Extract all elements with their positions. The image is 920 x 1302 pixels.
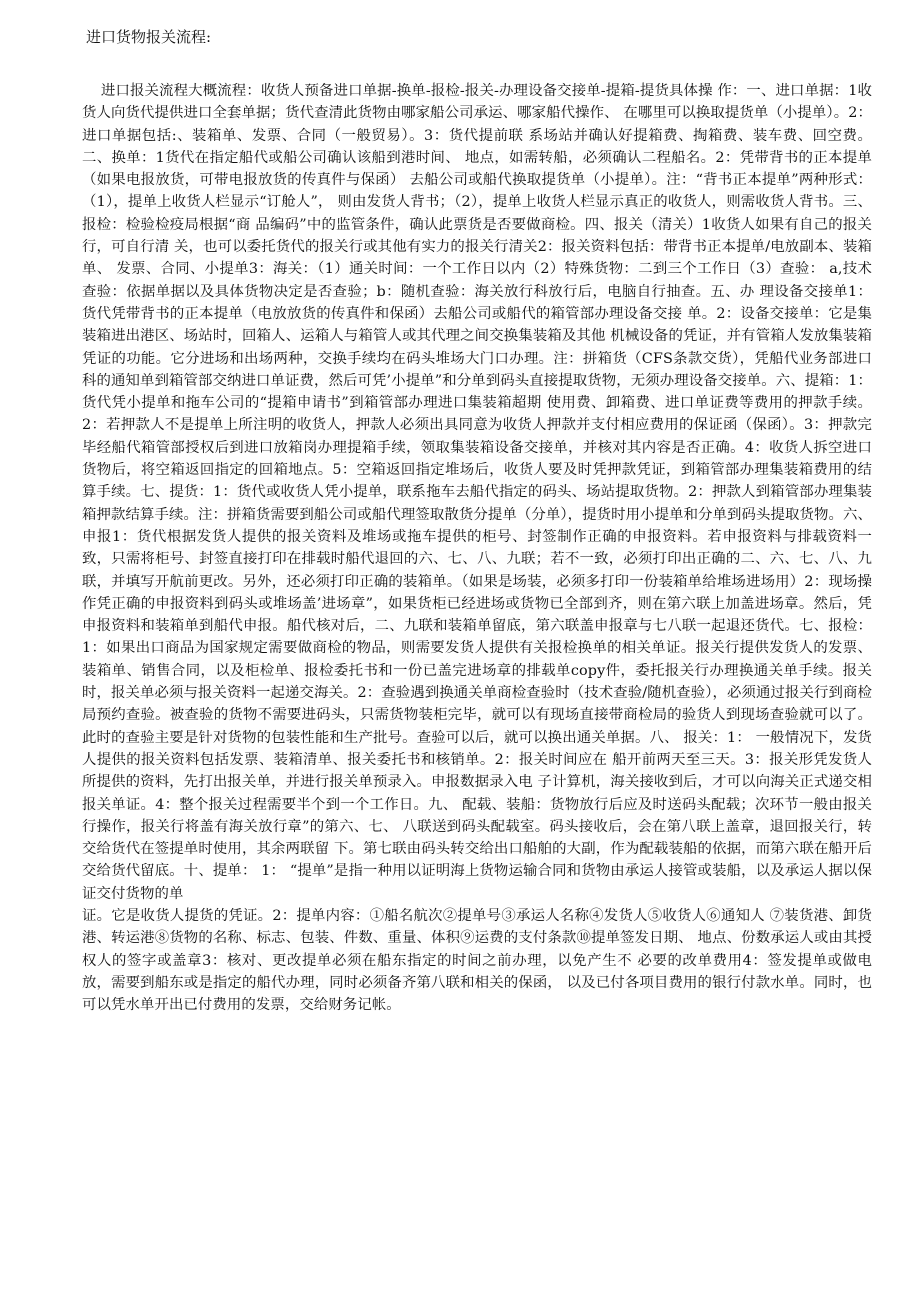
document-tail-paragraph: 证。它是收货人提货的凭证。2：提单内容：①船名航次②提单号③承运人名称④发货人⑤收货人⑥通知人 ⑦装货港、卸货港、转运港⑧货物的名称、标志、包装、件数、重量、体积⑨运费的支付条款⑩提单签发日期、 地点、份数承运人或由其授权人的签字或盖章3：核对、更改提单必须在船东指定的时间之前办理，以免产生不 必要的改单费用4：签发提单或做电放，需要到船东或是指定的船代办理，同时必须备齐第八联和相关的保函， 以及已付各项目费用的银行付款水单。同时，也可以凭水单开出已付费用的发票，交给财务记帐。 [82,907,872,1014]
document-body-paragraph: 进口报关流程大概流程：收货人预备进口单据-换单-报检-报关-办理设备交接单-提箱-提货具体操 作：一、进口单据：1收货人向货代提供进口全套单据；货代查清此货物由哪家船公司承运、哪家船代操作、 在哪里可以换取提货单（小提单）。2：进口单据包括:、装箱单、发票、合同（一般贸易）。3：货代提前联 系场站并确认好提箱费、掏箱费、装车费、回空费。二、换单：1货代在指定船代或船公司确认该船到港时间、 地点，如需转船，必须确认二程船名。2：凭带背书的正本提单（如果电报放货，可带电报放货的传真件与保函） 去船公司或船代换取提货单（小提单）。注：“背书正本提单”两种形式：（1），提单上收货人栏显示“订舱人”， 则由发货人背书；（2），提单上收货人栏显示真正的收货人，则需收货人背书。三、报检：检验检疫局根据“商 品编码”中的监管条件，确认此票货是否要做商检。四、报关（清关）1收货人如果有自己的报关行，可自行清 关，也可以委托货代的报关行或其他有实力的报关行清关2：报关资料包括：带背书正本提单/电放副本、装箱单、 发票、合同、小提单3：海关：（1）通关时间：一个工作日以内（2）特殊货物：二到三个工作日（3）查验： a,技术查验：依据单据以及具体货物决定是否查验；b：随机查验：海关放行科放行后，电脑自行抽查。五、办 理设备交接单1：货代凭带背书的正本提单（电放放货的传真件和保函）去船公司或船代的箱管部办理设备交接 单。2：设备交接单：它是集装箱进出港区、场站时，回箱人、运箱人与箱管人或其代理之间交换集装箱及其他 机械设备的凭证，并有管箱人发放集装箱凭证的功能。它分进场和出场两种，交换手续均在码头堆场大门口办理。注：拼箱货（CFS条款交货），凭船代业务部进口科的通知单到箱管部交纳进口单证费，然后可凭’小提单”和分单到码头直接提取货物，无须办理设备交接单。六、提箱：1：货代凭小提单和拖车公司的“提箱申请书”到箱管部办理进口集装箱超期 使用费、卸箱费、进口单证费等费用的押款手续。2：若押款人不是提单上所注明的收货人，押款人必须出具同意为收货人押款并支付相应费用的保证函（保函）。3：押款完毕经船代箱管部授权后到进口放箱岗办理提箱手续，领取集装箱设备交接单，并核对其内容是否正确。4：收货人拆空进口货物后，将空箱返回指定的回箱地点。5：空箱返回指定堆场后，收货人要及时凭押款凭证，到箱管部办理集装箱费用的结算手续。七、提货：1：货代或收货人凭小提单，联系拖车去船代指定的码头、场站提取货物。2：押款人到箱管部办理集装箱押款结算手续。注：拼箱货需要到船公司或船代理签取散货分提单（分单），提货时用小提单和分单到码头提取货物。六、申报1：货代根据发货人提供的报关资料及堆场或拖车提供的柜号、封签制作正确的申报资料。若申报资料与排载资料一致，只需将柜号、封签直接打印在排载时船代退回的六、七、八、九联；若不一致，必须打印出正确的二、六、七、八、九联，并填写开航前更改。另外，还必须打印正确的装箱单。（如果是场装，必须多打印一份装箱单给堆场进场用）2：现场操作凭正确的申报资料到码头或堆场盖’进场章”，如果货柜已经进场或货物已全部到齐，则在第六联上加盖进场章。然后，凭申报资料和装箱单到船代申报。船代核对后，二、九联和装箱单留底，第六联盖申报章与七八联一起退还货代。七、报检：1：如果出口商品为国家规定需要做商检的物品，则需要发货人提供有关报检换单的相关单证。报关行提供发货人的发票、装箱单、销售合同，以及柜检单、报检委托书和一份已盖完进场章的排载单copy件，委托报关行办理换通关单手续。报关时，报关单必须与报关资料一起递交海关。2：查验遇到换通关单商检查验时（技术查验/随机查验），必须通过报关行到商检局预约查验。被查验的货物不需要进码头，只需货物装柜完毕，就可以有现场直接带商检局的验货人到现场查验就可以了。此时的查验主要是针对货物的包装性能和生产批号。查验可以后，就可以换出通关单据。八、 报关：1： 一般情况下，发货人提供的报关资料包括发票、装箱清单、报关委托书和核销单。2：报关时间应在 船开前两天至三天。3：报关形凭发货人所提供的资料，先打出报关单，并进行报关单预录入。申报数据录入电 子计算机，海关接收到后，才可以向海关正式递交相报关单证。4：整个报关过程需要半个到一个工作日。九、 配载、装船：货物放行后应及时送码头配载；次环节一般由报关行操作，报关行将盖有海关放行章”的第六、七、 八联送到码头配载室。码头接收后，会在第八联上盖章，退回报关行，转交给货代在签提单时使用，其余两联留 下。第七联由码头转交给出口船舶的大副，作为配载装船的依据，而第六联在船开后交给货代留底。十、提单： 1： “提单”是指一种用以证明海上货物运输合同和货物由承运人接管或装船，以及承运人据以保证交付货物的单 [82,83,872,902]
document-title: 进口货物报关流程: [86,28,212,46]
